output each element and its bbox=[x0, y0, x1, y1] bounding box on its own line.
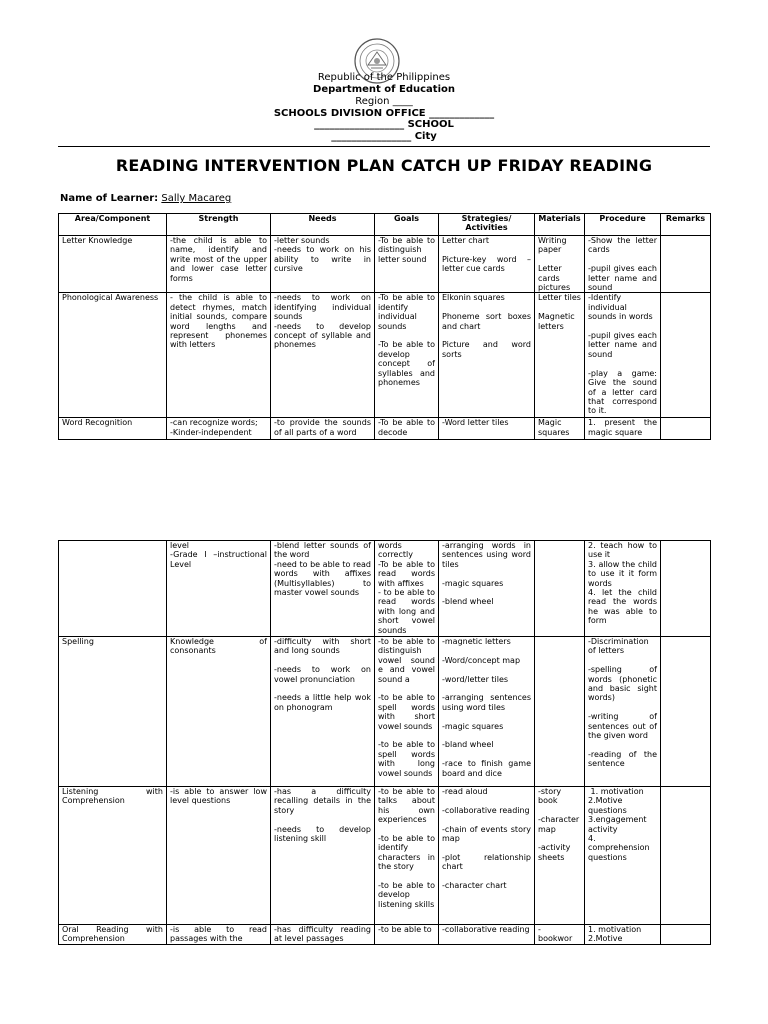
cell-materials bbox=[535, 925, 585, 945]
cell-text: -has difficulty reading at level passages bbox=[274, 925, 374, 944]
cell-text: -the child is able to name, identify and write most of the upper and lower case letter forms bbox=[170, 236, 270, 283]
cell-text: -story book -character map -activity sheets bbox=[538, 787, 580, 862]
cell-strength bbox=[167, 293, 271, 418]
table-row bbox=[59, 637, 711, 787]
cell-strategies bbox=[439, 925, 535, 945]
cell-procedure bbox=[585, 787, 661, 925]
cell-text: Magic squares bbox=[538, 418, 570, 437]
cell-goals bbox=[375, 418, 439, 440]
cell-materials bbox=[535, 418, 585, 440]
cell-text: -To be able to decode bbox=[378, 418, 438, 437]
cell-strategies bbox=[439, 541, 535, 637]
learner-label: Name of Learner: bbox=[60, 193, 159, 204]
intervention-table-part-2 bbox=[58, 540, 711, 945]
cell-strength bbox=[167, 925, 271, 945]
cell-text: Knowledge of consonants bbox=[170, 637, 270, 656]
cell-text: Listening with Comprehension bbox=[62, 787, 166, 806]
cell-text: 1. motivation 2.Motive questions 3.engagement activity 4. comprehension questions bbox=[588, 787, 650, 862]
cell-area bbox=[59, 925, 167, 945]
cell-text: Letter Knowledge bbox=[62, 236, 133, 245]
cell-area bbox=[59, 418, 167, 440]
cell-text: 1. present the magic square bbox=[588, 418, 660, 437]
cell-area bbox=[59, 637, 167, 787]
cell-text: - bookwor bbox=[538, 925, 573, 944]
cell-strategies bbox=[439, 637, 535, 787]
cell-text: Phonological Awareness bbox=[62, 293, 159, 303]
cell-procedure bbox=[585, 925, 661, 945]
cell-needs bbox=[271, 541, 375, 637]
intervention-table-part-1 bbox=[58, 213, 711, 440]
learner-name: Sally Macareg bbox=[161, 193, 232, 204]
col-header-area: Area/Component bbox=[59, 214, 167, 236]
cell-text: Word Recognition bbox=[62, 418, 133, 428]
header-rule bbox=[58, 146, 710, 147]
col-header-remarks: Remarks bbox=[661, 214, 711, 236]
cell-goals bbox=[375, 925, 439, 945]
cell-procedure bbox=[585, 418, 661, 440]
cell-remarks bbox=[661, 787, 711, 925]
cell-remarks bbox=[661, 925, 711, 945]
cell-text: -needs to work on identifying individual sounds -needs to develop concept of syllable and phonemes bbox=[274, 293, 371, 350]
cell-procedure bbox=[585, 236, 661, 293]
cell-area bbox=[59, 293, 167, 418]
cell-strength bbox=[167, 637, 271, 787]
country-line: Republic of the Philippines bbox=[317, 72, 451, 83]
cell-materials bbox=[535, 236, 585, 293]
cell-text: -Discrimination of letters -spelling of words (phonetic and basic sight words) -writing of sentences out of the given word -reading of the sentence bbox=[588, 637, 657, 769]
cell-area bbox=[59, 541, 167, 637]
cell-area bbox=[59, 236, 167, 293]
cell-procedure bbox=[585, 541, 661, 637]
cell-strategies bbox=[439, 787, 535, 925]
cell-remarks bbox=[661, 236, 711, 293]
region-line: Region ____ bbox=[355, 96, 413, 107]
cell-text: -Identify individual sounds in words -pupil gives each letter name and sound -play a game: Give the sound of a letter card that correspond to it. bbox=[588, 293, 657, 416]
col-header-needs: Needs bbox=[271, 214, 375, 236]
table-row bbox=[59, 925, 711, 945]
cell-text: -to be able to talks about his own experiences -to be able to identify characters in the story -to be able to develop listening skills bbox=[378, 787, 435, 909]
cell-strategies bbox=[439, 293, 535, 418]
cell-text: 1. motivation 2.Motive bbox=[588, 925, 642, 944]
department-line: Department of Education bbox=[313, 84, 455, 95]
cell-materials bbox=[535, 541, 585, 637]
table1-body bbox=[59, 236, 711, 440]
cell-text: -Show the letter cards -pupil gives each letter name and sound bbox=[588, 236, 657, 293]
cell-text: -arranging words in sentences using word tiles -magic squares -blend wheel bbox=[442, 541, 531, 607]
cell-needs bbox=[271, 418, 375, 440]
cell-procedure bbox=[585, 637, 661, 787]
cell-text: -To be able to distinguish letter sound bbox=[378, 236, 438, 264]
cell-materials bbox=[535, 293, 585, 418]
cell-needs bbox=[271, 637, 375, 787]
cell-text: level -Grade I –instructional Level bbox=[170, 541, 267, 569]
cell-needs bbox=[271, 925, 375, 945]
cell-goals bbox=[375, 293, 439, 418]
cell-text: -Word letter tiles bbox=[442, 418, 509, 428]
cell-strategies bbox=[439, 236, 535, 293]
cell-text: -is able to read passages with the bbox=[170, 925, 270, 944]
cell-text: Oral Reading with Comprehension bbox=[62, 925, 166, 944]
cell-text: -blend letter sounds of the word -need to be able to read words with affixes (Multisyllables) to master vowel sounds bbox=[274, 541, 371, 598]
cell-text: -can recognize words; -Kinder-independent bbox=[170, 418, 258, 437]
table-row bbox=[59, 236, 711, 293]
division-line: SCHOOLS DIVISION OFFICE _____________ bbox=[273, 108, 495, 119]
cell-strength bbox=[167, 236, 271, 293]
cell-needs bbox=[271, 293, 375, 418]
col-header-strength: Strength bbox=[167, 214, 271, 236]
cell-text: -has a difficulty recalling details in the story -needs to develop listening skill bbox=[274, 787, 371, 844]
table-header-row bbox=[59, 214, 711, 236]
cell-goals bbox=[375, 637, 439, 787]
cell-strength bbox=[167, 418, 271, 440]
col-header-procedure: Procedure bbox=[585, 214, 661, 236]
cell-text: -difficulty with short and long sounds -needs to work on vowel pronunciation -needs a little help wok on phonogram bbox=[274, 637, 371, 712]
cell-procedure bbox=[585, 293, 661, 418]
cell-text: -To be able to identify individual sounds -To be able to develop concept of syllables and phonemes bbox=[378, 293, 435, 388]
cell-text: -read aloud -collaborative reading -chain of events story map -plot relationship chart -character chart bbox=[442, 787, 531, 891]
cell-text: -is able to answer low level questions bbox=[170, 787, 270, 806]
cell-needs bbox=[271, 236, 375, 293]
col-header-materials: Materials bbox=[535, 214, 585, 236]
cell-goals bbox=[375, 236, 439, 293]
col-header-goals: Goals bbox=[375, 214, 439, 236]
cell-text: 2. teach how to use it 3. allow the child to use it it form words 4. let the child read the words he was able to form bbox=[588, 541, 657, 626]
cell-remarks bbox=[661, 637, 711, 787]
cell-text: Elkonin squares Phoneme sort boxes and chart Picture and word sorts bbox=[442, 293, 531, 359]
cell-text: -letter sounds -needs to work on his ability to write in cursive bbox=[274, 236, 371, 274]
cell-strategies bbox=[439, 418, 535, 440]
cell-remarks bbox=[661, 293, 711, 418]
cell-goals bbox=[375, 541, 439, 637]
col-header-strategies: Strategies/ Activities bbox=[439, 214, 535, 236]
cell-materials bbox=[535, 637, 585, 787]
cell-text: -to provide the sounds of all parts of a word bbox=[274, 418, 374, 437]
cell-text: -to be able to bbox=[378, 925, 432, 934]
table2-body bbox=[59, 541, 711, 945]
table-row bbox=[59, 293, 711, 418]
cell-strength bbox=[167, 541, 271, 637]
cell-area bbox=[59, 787, 167, 925]
city-line: ________________ City bbox=[331, 131, 437, 142]
cell-text: words correctly -To be able to read words with affixes - to be able to read words with long and short vowel sounds bbox=[378, 541, 435, 635]
cell-text: Letter tiles Magnetic letters bbox=[538, 293, 581, 331]
cell-text: Writing paper Letter cards pictures bbox=[538, 236, 571, 293]
cell-text: -collaborative reading bbox=[442, 925, 530, 934]
cell-text: -magnetic letters -Word/concept map -word/letter tiles -arranging sentences using word tiles -magic squares -bland wheel -race to finish game board and dice bbox=[442, 637, 531, 778]
cell-text: Letter chart Picture-key word – letter cue cards bbox=[442, 236, 531, 274]
page-title: READING INTERVENTION PLAN CATCH UP FRIDAY READING bbox=[115, 156, 653, 175]
cell-goals bbox=[375, 787, 439, 925]
table-row bbox=[59, 418, 711, 440]
cell-text: -to be able to distinguish vowel sound e and vowel sound a -to be able to spell words with short vowel sounds -to be able to spell words with long vowel sounds bbox=[378, 637, 435, 778]
cell-materials bbox=[535, 787, 585, 925]
cell-strength bbox=[167, 787, 271, 925]
cell-text: - the child is able to detect rhymes, match initial sounds, compare word lengths and represent phonemes with letters bbox=[170, 293, 270, 350]
cell-remarks bbox=[661, 418, 711, 440]
cell-text: Spelling bbox=[62, 637, 94, 646]
table-row bbox=[59, 541, 711, 637]
learner-name-row bbox=[60, 193, 231, 204]
school-line: __________________ SCHOOL bbox=[314, 119, 454, 130]
table-row bbox=[59, 787, 711, 925]
cell-remarks bbox=[661, 541, 711, 637]
cell-needs bbox=[271, 787, 375, 925]
